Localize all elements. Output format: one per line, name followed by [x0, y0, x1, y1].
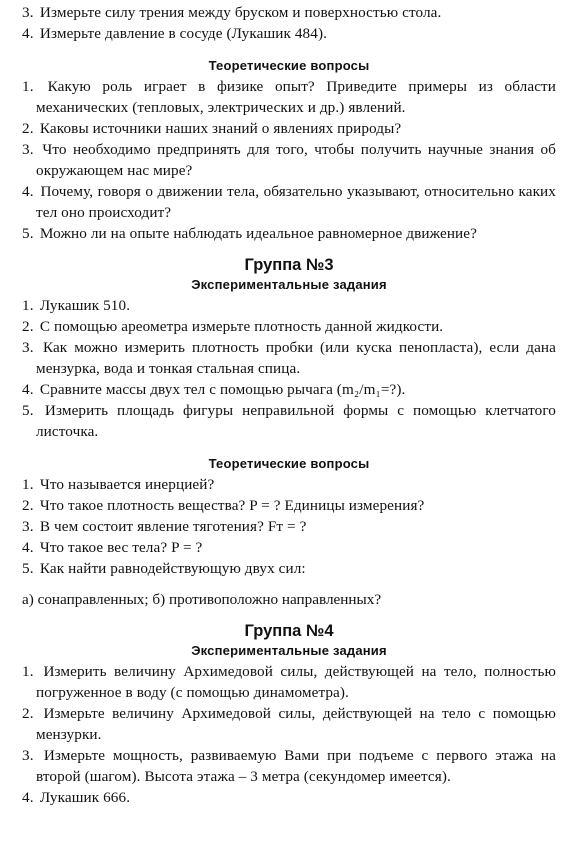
item-text: Что такое плотность вещества? P = ? Единицы измерения?	[39, 497, 425, 514]
item-number: 4.	[22, 789, 34, 806]
theory-list	[22, 474, 556, 579]
list-item	[22, 2, 556, 23]
top-list	[22, 2, 556, 44]
item-number: 5.	[22, 560, 34, 577]
theory-heading: Теоретические вопросы	[208, 456, 370, 471]
item-text: Что необходимо предпринять для того, чтобы получить научные знания об окружающем нас мире?	[36, 141, 556, 179]
item-number: 2.	[22, 497, 34, 514]
list-item	[22, 745, 556, 787]
item-number: 5.	[22, 225, 34, 242]
list-item	[22, 223, 556, 244]
item-text: Почему, говоря о движении тела, обязательно указывают, относительно каких тел оно происходит?	[36, 183, 556, 221]
list-item	[22, 703, 556, 745]
experimental-list	[22, 661, 556, 808]
item-text: В чем состоит явление тяготения? Fт = ?	[39, 518, 307, 535]
item-number: 3.	[22, 141, 34, 158]
list-item	[22, 23, 556, 44]
item-number: 2.	[22, 318, 34, 335]
item-text: Что такое вес тела? P = ?	[39, 539, 203, 556]
item-text: Лукашик 510.	[39, 297, 131, 314]
item-text: Измерьте величину Архимедовой силы, действующей на тело с помощью мензурки.	[36, 705, 556, 743]
item-text: Что называется инерцией?	[39, 476, 215, 493]
list-item	[22, 316, 556, 337]
item-number: 5.	[22, 402, 34, 419]
list-item	[22, 787, 556, 808]
item-number: 3.	[22, 4, 34, 21]
list-item	[22, 516, 556, 537]
list-item	[22, 400, 556, 442]
list-item	[22, 379, 556, 400]
item-number: 1.	[22, 78, 34, 95]
experimental-heading: Экспериментальные задания	[191, 277, 387, 292]
theory-list	[22, 76, 556, 244]
item-text: Можно ли на опыте наблюдать идеальное равномерное движение?	[39, 225, 477, 242]
list-item	[22, 295, 556, 316]
list-item	[22, 474, 556, 495]
forces-note: а) сонаправленных; б) противоположно направленных?	[22, 591, 382, 608]
experimental-list	[22, 295, 556, 442]
list-item	[22, 139, 556, 181]
item-number: 3.	[22, 339, 34, 356]
item-number: 1.	[22, 297, 34, 314]
item-number: 1.	[22, 476, 34, 493]
list-item	[22, 537, 556, 558]
list-item	[22, 495, 556, 516]
list-item	[22, 337, 556, 379]
item-number: 2.	[22, 705, 34, 722]
item-number: 3.	[22, 518, 34, 535]
item-number: 1.	[22, 663, 34, 680]
list-item	[22, 118, 556, 139]
list-item	[22, 76, 556, 118]
item-text: С помощью ареометра измерьте плотность данной жидкости.	[39, 318, 444, 335]
group-4-title: Группа №4	[244, 622, 334, 640]
item-text: Измерить величину Архимедовой силы, действующей на тело, полностью погруженное в воду (с помощью динамометра).	[36, 663, 556, 701]
item-number: 4.	[22, 539, 34, 556]
item-number: 2.	[22, 120, 34, 137]
item-text: Измерьте мощность, развиваемую Вами при подъеме с первого этажа на второй (шагом). Высота этажа – 3 метра (секундомер имеется).	[36, 747, 556, 785]
item-text: Измерьте силу трения между бруском и поверхностью стола.	[39, 4, 442, 21]
item-text: Какую роль играет в физике опыт? Приведите примеры из области механических (тепловых, электрических и др.) явлений.	[36, 78, 556, 116]
item-text: Каковы источники наших знаний о явлениях природы?	[39, 120, 402, 137]
group-3-title: Группа №3	[244, 256, 334, 274]
item-number: 4.	[22, 381, 34, 398]
list-item	[22, 181, 556, 223]
item-number: 4.	[22, 25, 34, 42]
item-number: 4.	[22, 183, 34, 200]
theory-heading: Теоретические вопросы	[208, 58, 370, 73]
item-text: Лукашик 666.	[39, 789, 131, 806]
item-text: Как можно измерить плотность пробки (или куска пенопласта), если дана мензурка, вода и тонкая стальная спица.	[36, 339, 556, 377]
list-item	[22, 661, 556, 703]
item-text: Измерить площадь фигуры неправильной формы с помощью клетчатого листочка.	[36, 402, 557, 440]
item-number: 3.	[22, 747, 34, 764]
experimental-heading: Экспериментальные задания	[191, 643, 387, 658]
item-text: Сравните массы двух тел с помощью рычага (m₂/m₁=?).	[39, 381, 406, 398]
item-text: Как найти равнодействующую двух сил:	[39, 560, 306, 577]
list-item	[22, 558, 556, 579]
item-text: Измерьте давление в сосуде (Лукашик 484).	[39, 25, 327, 42]
